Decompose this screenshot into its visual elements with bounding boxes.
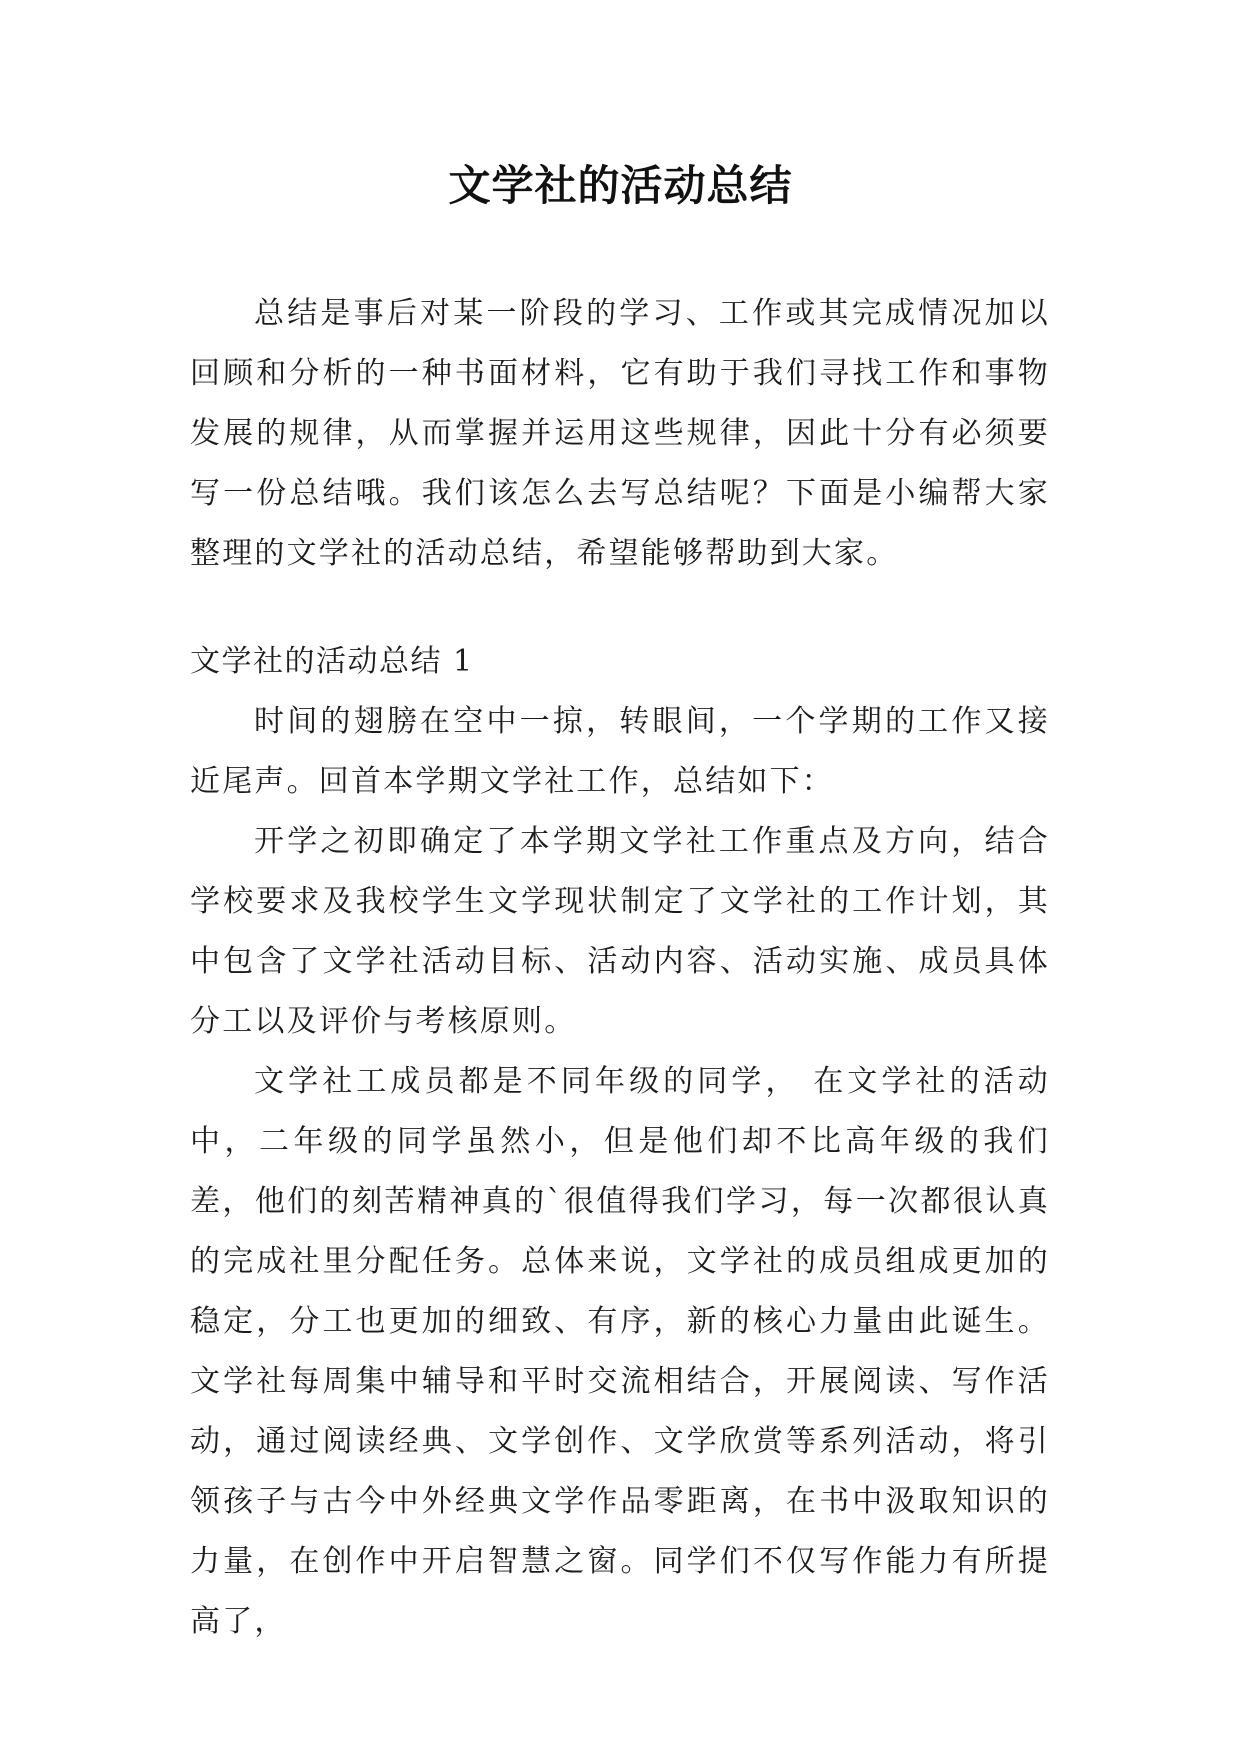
intro-block [190, 284, 1050, 584]
document-title: 文学社的活动总结 [448, 161, 793, 210]
section-body [190, 692, 1050, 1652]
body-paragraph-2: 开学之初即确定了本学期文学社工作重点及方向，结合学校要求及我校学生文学现状制定了文学社的工作计划，其中包含了文学社活动目标、活动内容、活动实施、成员具体分工以及评价与考核原则。 [190, 824, 1050, 1039]
body-paragraph-3: 文学社工成员都是不同年级的同学， 在文学社的活动中，二年级的同学虽然小，但是他们却不比高年级的我们差，他们的刻苦精神真的`很值得我们学习，每一次都很认真的完成社里分配任务。总体来说，文学社的成员组成更加的稳定，分工也更加的细致、有序，新的核心力量由此诞生。文学社每周集中辅导和平时交流相结合，开展阅读、写作活动，通过阅读经典、文学创作、文学欣赏等系列活动，将引领孩子与古今中外经典文学作品零距离，在书中汲取知识的力量，在创作中开启智慧之窗。同学们不仅写作能力有所提高了， [190, 1064, 1050, 1639]
intro-paragraph: 总结是事后对某一阶段的学习、工作或其完成情况加以回顾和分析的一种书面材料，它有助于我们寻找工作和事物发展的规律，从而掌握并运用这些规律，因此十分有必须要写一份总结哦。我们该怎么去写总结呢？下面是小编帮大家整理的文学社的活动总结，希望能够帮助到大家。 [190, 296, 1050, 571]
section-heading: 文学社的活动总结 1 [190, 644, 474, 679]
body-paragraph-1: 时间的翅膀在空中一掠，转眼间，一个学期的工作又接近尾声。回首本学期文学社工作，总结如下： [190, 704, 1050, 799]
